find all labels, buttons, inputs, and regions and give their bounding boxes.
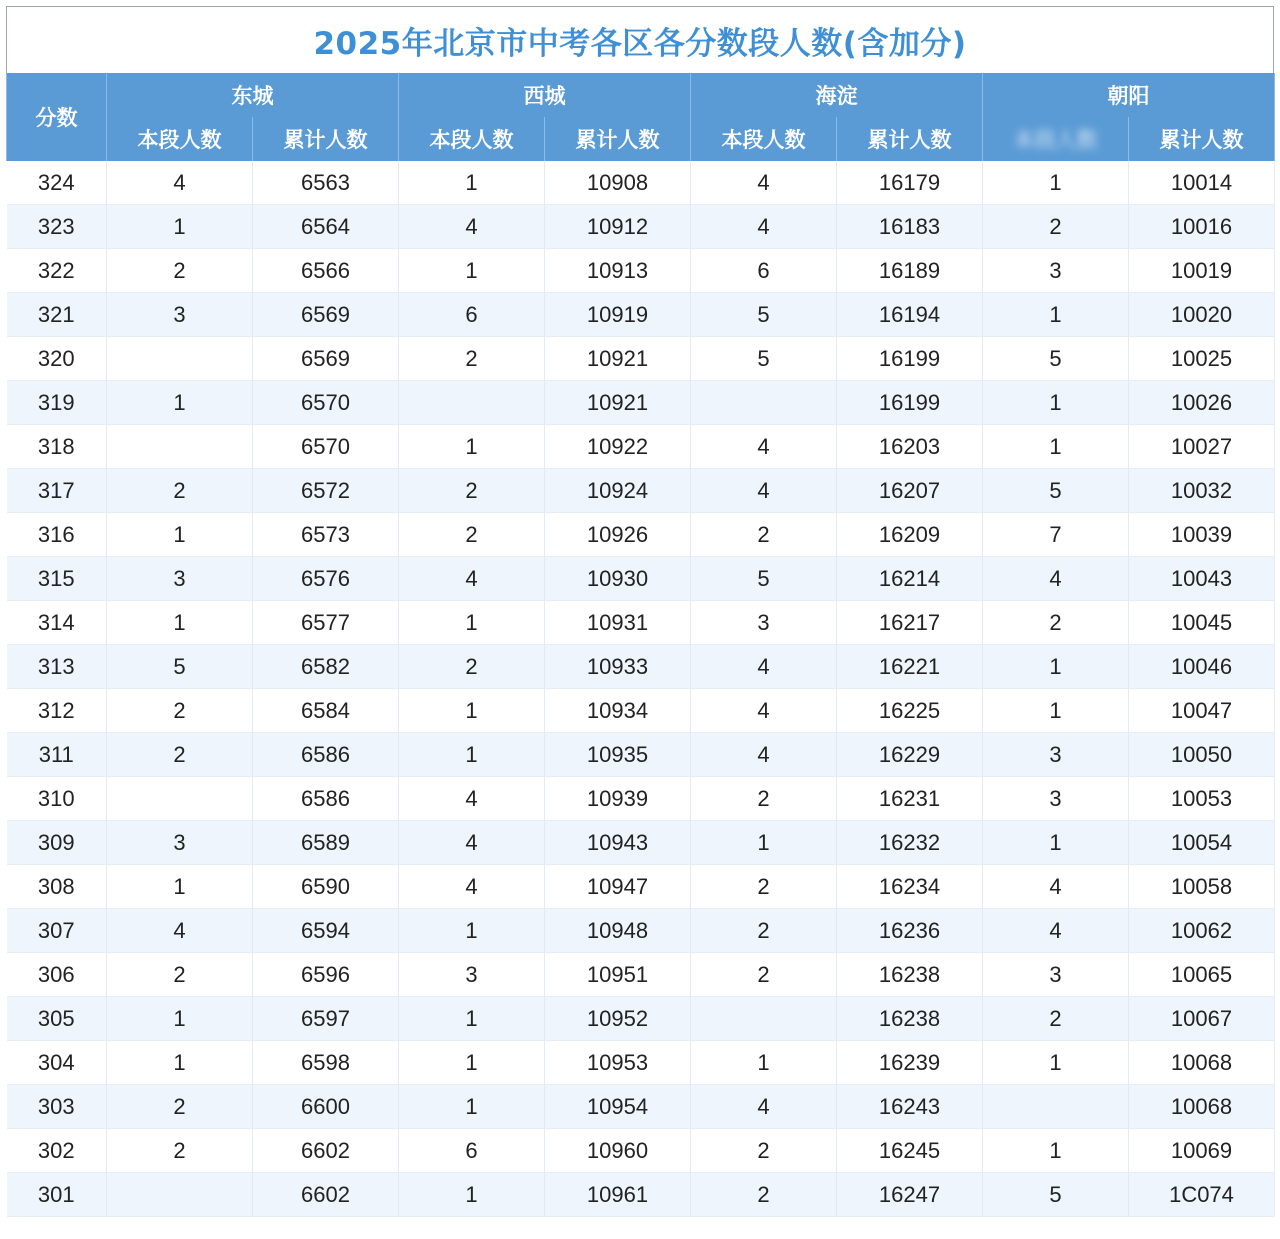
count-cell: 10045: [1129, 601, 1275, 645]
count-cell: [107, 1173, 253, 1217]
count-cell: 2: [107, 1085, 253, 1129]
table-row: [7, 601, 1275, 645]
count-cell: 4: [691, 733, 837, 777]
table-row: [7, 689, 1275, 733]
table-row: [7, 425, 1275, 469]
score-cell: 318: [7, 425, 107, 469]
count-cell: 5: [983, 337, 1129, 381]
count-cell: 10961: [545, 1173, 691, 1217]
count-cell: 16232: [837, 821, 983, 865]
count-cell: 2: [399, 337, 545, 381]
count-cell: 2: [691, 1129, 837, 1173]
count-cell: 10951: [545, 953, 691, 997]
count-cell: 1: [399, 1173, 545, 1217]
count-cell: 6596: [253, 953, 399, 997]
count-cell: 6590: [253, 865, 399, 909]
count-cell: 16183: [837, 205, 983, 249]
header-cumulative-count: 累计人数: [545, 117, 691, 161]
count-cell: 3: [983, 953, 1129, 997]
count-cell: 6566: [253, 249, 399, 293]
score-cell: 310: [7, 777, 107, 821]
count-cell: 1: [399, 1085, 545, 1129]
count-cell: 4: [399, 557, 545, 601]
count-cell: 16209: [837, 513, 983, 557]
count-cell: 16236: [837, 909, 983, 953]
header-segment-count: [983, 117, 1129, 161]
score-cell: 302: [7, 1129, 107, 1173]
count-cell: 10020: [1129, 293, 1275, 337]
count-cell: 6570: [253, 381, 399, 425]
count-cell: 16217: [837, 601, 983, 645]
score-cell: 304: [7, 1041, 107, 1085]
score-cell: 303: [7, 1085, 107, 1129]
count-cell: [983, 1085, 1129, 1129]
count-cell: 6569: [253, 337, 399, 381]
count-cell: 1: [983, 1129, 1129, 1173]
table-row: [7, 557, 1275, 601]
count-cell: 10943: [545, 821, 691, 865]
count-cell: 16238: [837, 997, 983, 1041]
count-cell: 7: [983, 513, 1129, 557]
count-cell: 16221: [837, 645, 983, 689]
header-segment-count: 本段人数: [399, 117, 545, 161]
table-row: [7, 865, 1275, 909]
count-cell: 2: [983, 601, 1129, 645]
count-cell: 6602: [253, 1173, 399, 1217]
table-row: [7, 1129, 1275, 1173]
count-cell: 2: [107, 469, 253, 513]
count-cell: 16239: [837, 1041, 983, 1085]
count-cell: 10939: [545, 777, 691, 821]
count-cell: 6586: [253, 733, 399, 777]
count-cell: 1: [983, 1041, 1129, 1085]
score-cell: 320: [7, 337, 107, 381]
count-cell: 1: [107, 997, 253, 1041]
count-cell: 2: [983, 205, 1129, 249]
count-cell: 6569: [253, 293, 399, 337]
header-district-dongcheng: 东城: [107, 73, 399, 117]
score-cell: 323: [7, 205, 107, 249]
count-cell: 2: [691, 909, 837, 953]
count-cell: 4: [983, 557, 1129, 601]
count-cell: 1: [399, 1041, 545, 1085]
count-cell: 1: [691, 821, 837, 865]
count-cell: 10960: [545, 1129, 691, 1173]
score-table-container: [6, 6, 1274, 1239]
count-cell: 4: [691, 1085, 837, 1129]
count-cell: 2: [107, 249, 253, 293]
count-cell: 5: [691, 337, 837, 381]
count-cell: 6: [691, 249, 837, 293]
count-cell: 1: [983, 293, 1129, 337]
score-cell: 316: [7, 513, 107, 557]
score-cell: 309: [7, 821, 107, 865]
count-cell: 1: [399, 249, 545, 293]
count-cell: 10043: [1129, 557, 1275, 601]
table-row: [7, 205, 1275, 249]
count-cell: 3: [399, 953, 545, 997]
count-cell: 6597: [253, 997, 399, 1041]
count-cell: 1: [399, 689, 545, 733]
count-cell: [691, 381, 837, 425]
table-row: [7, 469, 1275, 513]
count-cell: 6589: [253, 821, 399, 865]
table-row: [7, 337, 1275, 381]
count-cell: 6594: [253, 909, 399, 953]
count-cell: 1: [399, 997, 545, 1041]
count-cell: 5: [983, 469, 1129, 513]
count-cell: 6570: [253, 425, 399, 469]
count-cell: 10933: [545, 645, 691, 689]
count-cell: 4: [691, 161, 837, 205]
score-cell: 308: [7, 865, 107, 909]
header-cumulative-count: 累计人数: [837, 117, 983, 161]
table-row: [7, 733, 1275, 777]
table-row: [7, 997, 1275, 1041]
count-cell: 5: [107, 645, 253, 689]
count-cell: 16214: [837, 557, 983, 601]
count-cell: 1: [107, 513, 253, 557]
count-cell: 6577: [253, 601, 399, 645]
count-cell: 3: [107, 293, 253, 337]
count-cell: 10913: [545, 249, 691, 293]
count-cell: 10924: [545, 469, 691, 513]
score-cell: 313: [7, 645, 107, 689]
count-cell: 2: [691, 777, 837, 821]
count-cell: [107, 337, 253, 381]
count-cell: 10953: [545, 1041, 691, 1085]
count-cell: 4: [691, 645, 837, 689]
count-cell: 2: [691, 953, 837, 997]
count-cell: 6584: [253, 689, 399, 733]
count-cell: 10930: [545, 557, 691, 601]
count-cell: 6: [399, 293, 545, 337]
count-cell: 5: [983, 1173, 1129, 1217]
count-cell: 3: [983, 249, 1129, 293]
count-cell: 16238: [837, 953, 983, 997]
table-row: [7, 161, 1275, 205]
count-cell: 1: [983, 161, 1129, 205]
score-cell: 311: [7, 733, 107, 777]
count-cell: 10934: [545, 689, 691, 733]
table-row: [7, 1041, 1275, 1085]
count-cell: 1: [983, 381, 1129, 425]
count-cell: 10948: [545, 909, 691, 953]
count-cell: 1: [399, 161, 545, 205]
count-cell: 6602: [253, 1129, 399, 1173]
table-row: [7, 293, 1275, 337]
score-cell: 322: [7, 249, 107, 293]
header-district-chaoyang: 朝阳: [983, 73, 1275, 117]
count-cell: 1: [107, 865, 253, 909]
count-cell: 4: [691, 689, 837, 733]
header-district-haidian: 海淀: [691, 73, 983, 117]
count-cell: 2: [399, 469, 545, 513]
table-row: [7, 645, 1275, 689]
score-cell: 321: [7, 293, 107, 337]
count-cell: 16243: [837, 1085, 983, 1129]
count-cell: 1: [691, 1041, 837, 1085]
count-cell: 16207: [837, 469, 983, 513]
count-cell: 2: [399, 513, 545, 557]
count-cell: 10025: [1129, 337, 1275, 381]
table-row: [7, 953, 1275, 997]
count-cell: 3: [107, 821, 253, 865]
score-cell: 317: [7, 469, 107, 513]
count-cell: 10016: [1129, 205, 1275, 249]
count-cell: 10014: [1129, 161, 1275, 205]
count-cell: [399, 381, 545, 425]
count-cell: 16189: [837, 249, 983, 293]
count-cell: 1: [107, 1041, 253, 1085]
table-row: [7, 249, 1275, 293]
table-row: [7, 909, 1275, 953]
count-cell: 6564: [253, 205, 399, 249]
count-cell: 16234: [837, 865, 983, 909]
count-cell: 2: [983, 997, 1129, 1041]
count-cell: 2: [691, 513, 837, 557]
count-cell: 16247: [837, 1173, 983, 1217]
count-cell: 4: [983, 865, 1129, 909]
count-cell: 3: [983, 733, 1129, 777]
count-cell: 10039: [1129, 513, 1275, 557]
count-cell: 10047: [1129, 689, 1275, 733]
count-cell: 10908: [545, 161, 691, 205]
score-cell: 305: [7, 997, 107, 1041]
count-cell: 1: [399, 909, 545, 953]
count-cell: 6572: [253, 469, 399, 513]
count-cell: 1: [107, 601, 253, 645]
header-score: 分数: [7, 73, 107, 161]
count-cell: 10926: [545, 513, 691, 557]
table-row: [7, 381, 1275, 425]
count-cell: 16229: [837, 733, 983, 777]
count-cell: 10067: [1129, 997, 1275, 1041]
count-cell: 4: [691, 425, 837, 469]
count-cell: 5: [691, 557, 837, 601]
count-cell: 16225: [837, 689, 983, 733]
count-cell: 16179: [837, 161, 983, 205]
count-cell: 10921: [545, 381, 691, 425]
count-cell: 1: [399, 733, 545, 777]
page-title: 2025年北京市中考各区各分数段人数(含加分): [6, 6, 1274, 73]
count-cell: 10935: [545, 733, 691, 777]
score-cell: 319: [7, 381, 107, 425]
count-cell: 2: [691, 865, 837, 909]
count-cell: 10019: [1129, 249, 1275, 293]
count-cell: 1: [983, 689, 1129, 733]
count-cell: 10931: [545, 601, 691, 645]
table-row: [7, 777, 1275, 821]
count-cell: 1: [983, 821, 1129, 865]
count-cell: 10026: [1129, 381, 1275, 425]
count-cell: 6576: [253, 557, 399, 601]
count-cell: 10922: [545, 425, 691, 469]
count-cell: 1: [399, 425, 545, 469]
count-cell: 10921: [545, 337, 691, 381]
score-cell: 306: [7, 953, 107, 997]
score-cell: 312: [7, 689, 107, 733]
count-cell: 16245: [837, 1129, 983, 1173]
count-cell: 10068: [1129, 1085, 1275, 1129]
count-cell: 4: [399, 821, 545, 865]
count-cell: 2: [107, 1129, 253, 1173]
count-cell: 2: [107, 733, 253, 777]
count-cell: 5: [691, 293, 837, 337]
count-cell: 4: [399, 205, 545, 249]
count-cell: 10068: [1129, 1041, 1275, 1085]
count-cell: [107, 777, 253, 821]
count-cell: 1: [107, 205, 253, 249]
count-cell: 10046: [1129, 645, 1275, 689]
blurred-header-label: 本段人数: [1013, 128, 1098, 152]
count-cell: 16231: [837, 777, 983, 821]
count-cell: 16199: [837, 337, 983, 381]
count-cell: 10050: [1129, 733, 1275, 777]
count-cell: 6598: [253, 1041, 399, 1085]
count-cell: 4: [107, 161, 253, 205]
count-cell: 6573: [253, 513, 399, 557]
count-cell: 10054: [1129, 821, 1275, 865]
count-cell: 10919: [545, 293, 691, 337]
score-cell: 314: [7, 601, 107, 645]
count-cell: 3: [983, 777, 1129, 821]
score-cell: 307: [7, 909, 107, 953]
count-cell: 6582: [253, 645, 399, 689]
count-cell: 2: [399, 645, 545, 689]
table-row: [7, 821, 1275, 865]
count-cell: 4: [399, 777, 545, 821]
score-cell: 301: [7, 1173, 107, 1217]
count-cell: 2: [107, 953, 253, 997]
table-row: [7, 1173, 1275, 1217]
count-cell: 16194: [837, 293, 983, 337]
count-cell: 10065: [1129, 953, 1275, 997]
count-cell: 3: [691, 601, 837, 645]
count-cell: 2: [107, 689, 253, 733]
table-body: [7, 161, 1275, 1217]
count-cell: 10058: [1129, 865, 1275, 909]
header-segment-count: 本段人数: [691, 117, 837, 161]
score-cell: 315: [7, 557, 107, 601]
count-cell: 4: [107, 909, 253, 953]
count-cell: 2: [691, 1173, 837, 1217]
count-cell: 10032: [1129, 469, 1275, 513]
count-cell: [691, 997, 837, 1041]
count-cell: 10027: [1129, 425, 1275, 469]
count-cell: 1: [983, 645, 1129, 689]
count-cell: 6: [399, 1129, 545, 1173]
count-cell: 10912: [545, 205, 691, 249]
header-district-xicheng: 西城: [399, 73, 691, 117]
count-cell: 6563: [253, 161, 399, 205]
score-cell: 324: [7, 161, 107, 205]
count-cell: [107, 425, 253, 469]
score-distribution-table: [6, 73, 1275, 1217]
count-cell: 1C074: [1129, 1173, 1275, 1217]
count-cell: 10954: [545, 1085, 691, 1129]
header-cumulative-count: 累计人数: [253, 117, 399, 161]
count-cell: 6600: [253, 1085, 399, 1129]
count-cell: 1: [399, 601, 545, 645]
count-cell: 1: [983, 425, 1129, 469]
count-cell: 10069: [1129, 1129, 1275, 1173]
table-row: [7, 513, 1275, 557]
count-cell: 4: [691, 205, 837, 249]
count-cell: 4: [691, 469, 837, 513]
count-cell: 4: [399, 865, 545, 909]
count-cell: 3: [107, 557, 253, 601]
header-segment-count: 本段人数: [107, 117, 253, 161]
count-cell: 10952: [545, 997, 691, 1041]
count-cell: 10053: [1129, 777, 1275, 821]
count-cell: 6586: [253, 777, 399, 821]
count-cell: 4: [983, 909, 1129, 953]
table-row: [7, 1085, 1275, 1129]
count-cell: 1: [107, 381, 253, 425]
count-cell: 10947: [545, 865, 691, 909]
count-cell: 16203: [837, 425, 983, 469]
header-cumulative-count: 累计人数: [1129, 117, 1275, 161]
count-cell: 16199: [837, 381, 983, 425]
count-cell: 10062: [1129, 909, 1275, 953]
